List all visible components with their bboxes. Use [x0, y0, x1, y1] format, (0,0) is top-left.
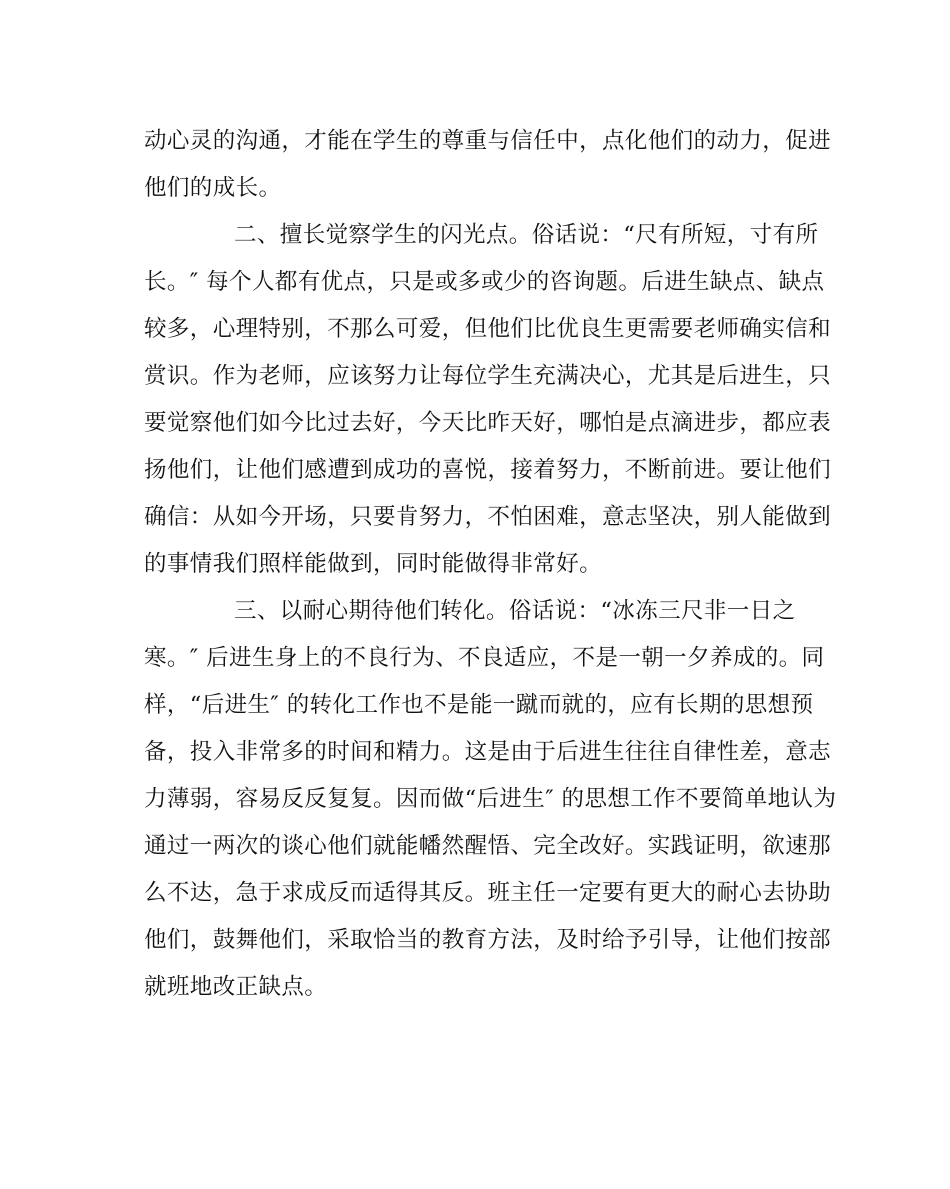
- body-text: [144, 118, 837, 1011]
- text-line: 的事情我们照样能做到，同时能做得非常好。: [144, 551, 603, 577]
- text-line: 确信：从如今开场，只要肯努力，不怕困难，意志坚决，别人能做到: [144, 504, 832, 530]
- text-line: 动心灵的沟通，才能在学生的尊重与信任中，点化他们的动力，促进: [144, 128, 832, 154]
- paragraph-1: [144, 118, 832, 212]
- text-line: 么不达，急于求成反而适得其反。班主任一定要有更大的耐心去协助: [144, 880, 832, 906]
- text-line: 备，投入非常多的时间和精力。这是由于后进生往往自律性差，意志: [144, 739, 832, 765]
- text-line: 就班地改正缺点。: [144, 974, 328, 1000]
- text-line: 赏识。作为老师，应该努力让每位学生充满决心，尤其是后进生，只: [144, 363, 832, 389]
- text-line: 三、以耐心期待他们转化。俗话说：“冰冻三尺非一日之: [234, 598, 796, 624]
- text-line: 扬他们，让他们感遭到成功的喜悦，接着努力，不断前进。要让他们: [144, 457, 832, 483]
- text-line: 他们，鼓舞他们，采取恰当的教育方法，及时给予引导，让他们按部: [144, 927, 832, 953]
- text-line: 要觉察他们如今比过去好，今天比昨天好，哪怕是点滴进步，都应表: [144, 410, 832, 436]
- paragraph-2: [144, 212, 832, 588]
- text-line: 通过一两次的谈心他们就能幡然醒悟、完全改好。实践证明，欲速那: [144, 833, 832, 859]
- text-line: 力薄弱，容易反反复复。因而做“后进生″ 的思想工作不要简单地认为: [144, 786, 837, 812]
- text-line: 寒。″ 后进生身上的不良行为、不良适应，不是一朝一夕养成的。同: [144, 645, 825, 671]
- text-line: 样，“后进生″ 的转化工作也不是能一蹴而就的，应有长期的思想预: [144, 692, 814, 718]
- text-line: 较多，心理特别，不那么可爱，但他们比优良生更需要老师确实信和: [144, 316, 832, 342]
- paragraph-3: [144, 588, 837, 1011]
- text-line: 长。″ 每个人都有优点，只是或多或少的咨询题。后进生缺点、缺点: [144, 269, 825, 295]
- text-line: 二、擅长觉察学生的闪光点。俗话说：“尺有所短，寸有所: [234, 222, 819, 248]
- text-line: 他们的成长。: [144, 175, 282, 201]
